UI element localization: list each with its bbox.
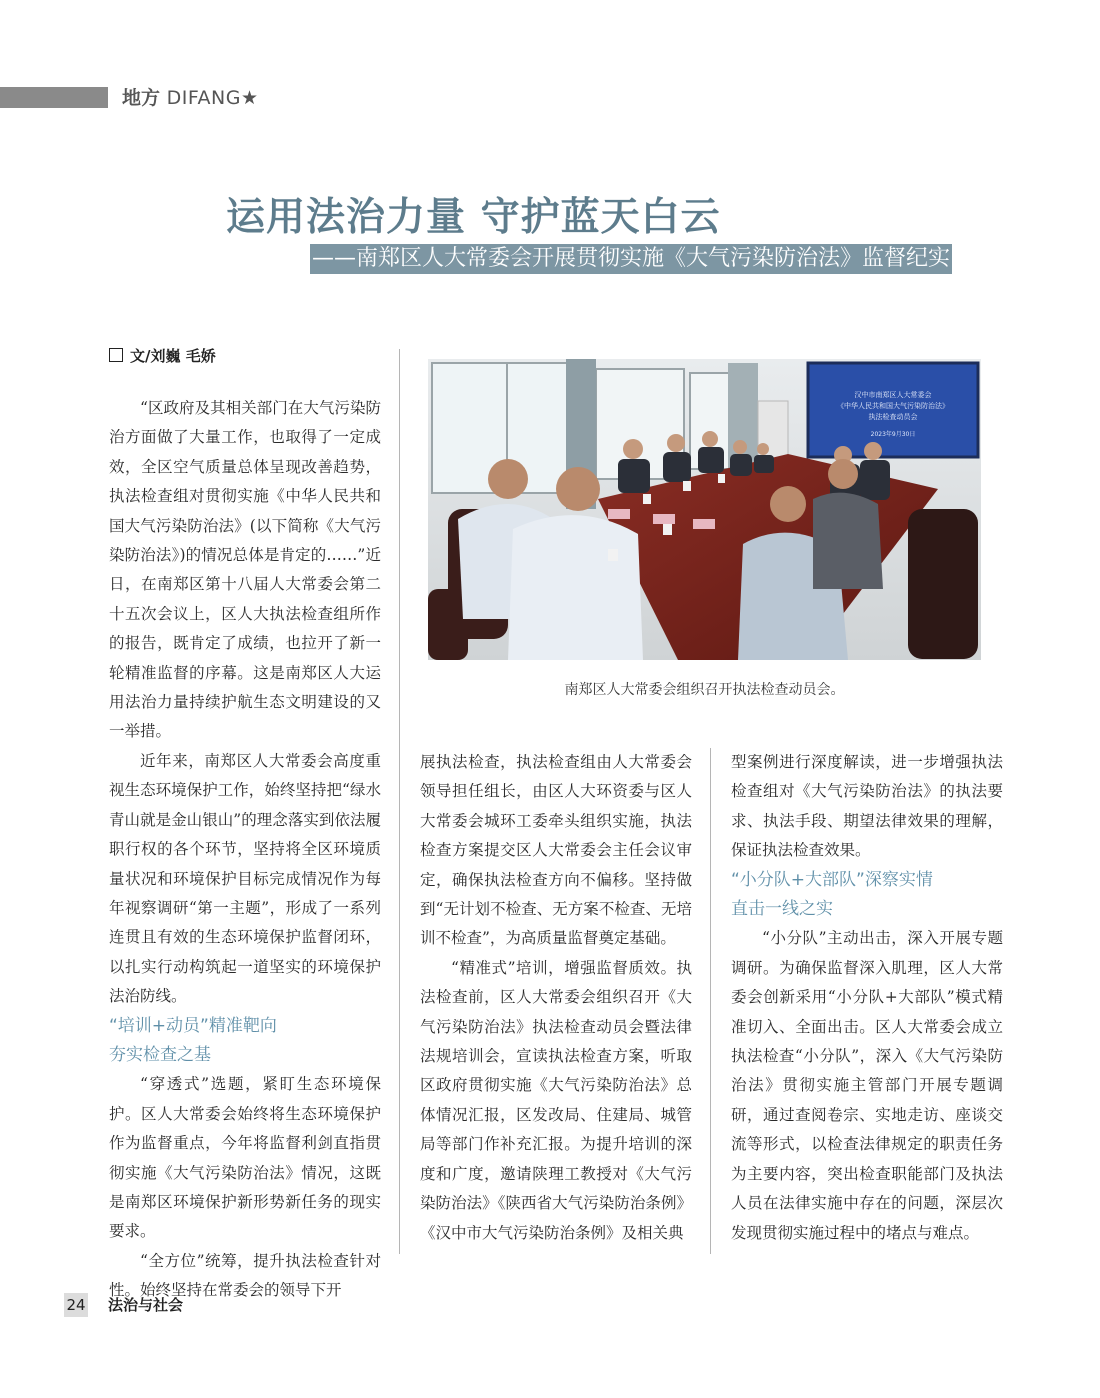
column-divider (399, 349, 400, 1254)
paragraph: “区政府及其相关部门在大气污染防治方面做了大量工作，也取得了一定成效，全区空气质量总体呈现改善趋势，执法检查组对贯彻实施《中华人民共和国大气污染防治法》(以下简称《大气污染防治法》)的情况总体是肯定的……”近日，在南郑区第十八届人大常委会第二十五次会议上，区人大执法检查组所作的报告，既肯定了成绩，也拉开了新一轮精准监督的序幕。这是南郑区人大运用法治力量持续护航生态文明建设的又一举措。 (109, 399, 381, 741)
text-column-2 (420, 748, 692, 1248)
byline-box-icon (109, 348, 123, 362)
page-number: 24 (64, 1293, 88, 1317)
section-bar (0, 87, 108, 108)
magazine-name: 法治与社会 (108, 1296, 184, 1314)
paragraph: 展执法检查，执法检查组由人大常委会领导担任组长，由区人大环资委与区人大常委会城环工委牵头组织实施，执法检查方案提交区人大常委会主任会议审定，确保执法检查方向不偏移。坚持做到“无计划不检查、无方案不检查、无培训不检查”，为高质量监督奠定基础。 (420, 753, 692, 948)
subheading (731, 866, 1003, 925)
meeting-photo-illustration (428, 359, 981, 660)
paragraph: “穿透式”选题，紧盯生态环境保护。区人大常委会始终将生态环境保护作为监督重点，今年将监督利剑直指贯彻实施《大气污染防治法》情况，这既是南郑区环境保护新形势新任务的现实要求。 (109, 1075, 381, 1241)
subheading (109, 1012, 381, 1071)
screen-text-1: 汉中市南郑区人大常委会 (854, 391, 932, 399)
article-subtitle: ——南郑区人大常委会开展贯彻实施《大气污染防治法》监督纪实 (310, 244, 952, 274)
column-divider (710, 748, 711, 1254)
screen-text-2: 《中华人民共和国大气污染防治法》 (837, 402, 949, 410)
byline-text: 文/刘巍 毛娇 (130, 347, 216, 365)
byline (109, 346, 216, 366)
section-label (122, 86, 258, 110)
paragraph: 近年来，南郑区人大常委会高度重视生态环境保护工作，始终坚持把“绿水青山就是金山银山”的理念落实到依法履职行权的各个环节，坚持将全区环境质量状况和环境保护目标完成情况作为每年视察调研“第一主题”，形成了一系列连贯且有效的生态环境保护监督闭环，以扎实行动构筑起一道坚实的环境保护法治防线。 (109, 751, 381, 1006)
screen-text-3: 执法检查动员会 (868, 413, 918, 421)
subheading-line: “小分队+大部队”深察实情 (731, 869, 933, 890)
paragraph: “精准式”培训，增强监督质效。执法检查前，区人大常委会组织召开《大气污染防治法》执法检查动员会暨法律法规培训会，宣读执法检查方案，听取区政府贯彻实施《大气污染防治法》总体情况汇报，区发改局、住建局、城管局等部门作补充汇报。为提升培训的深度和广度，邀请陕理工教授对《大气污染防治法》《陕西省大气污染防治条例》《汉中市大气污染防治条例》及相关典 (420, 958, 692, 1242)
article-title: 运用法治力量 守护蓝天白云 (226, 195, 721, 240)
section-label-cn: 地方 (122, 87, 161, 109)
paragraph: 型案例进行深度解读，进一步增强执法检查组对《大气污染防治法》的执法要求、执法手段、期望法律效果的理解，保证执法检查效果。 (731, 753, 1003, 860)
subheading-line: 夯实检查之基 (109, 1044, 211, 1065)
paragraph: “小分队”主动出击，深入开展专题调研。为确保监督深入肌理，区人大常委会创新采用“小分队+大部队”模式精准切入、全面出击。区人大常委会成立执法检查“小分队”，深入《大气污染防治法》贯彻实施主管部门开展专题调研，通过查阅卷宗、实地走访、座谈交流等形式，以检查法律规定的职责任务为主要内容，突出检查职能部门及执法人员在法律实施中存在的问题，深层次发现贯彻实施过程中的堵点与难点。 (731, 929, 1003, 1242)
paragraph: “全方位”统筹，提升执法检查针对性。始终坚持在常委会的领导下开 (109, 1251, 381, 1300)
screen-date: 2023年9月30日 (870, 431, 916, 438)
star-icon: ★ (241, 87, 259, 109)
subheading-line: 直击一线之实 (731, 899, 833, 920)
photo-caption: 南郑区人大常委会组织召开执法检查动员会。 (564, 682, 845, 698)
subheading-line: “培训+动员”精准靶向 (109, 1015, 277, 1036)
meeting-photo (428, 359, 981, 660)
section-label-en: DIFANG (166, 87, 241, 109)
text-column-1 (109, 394, 381, 1306)
text-column-3 (731, 748, 1003, 1248)
